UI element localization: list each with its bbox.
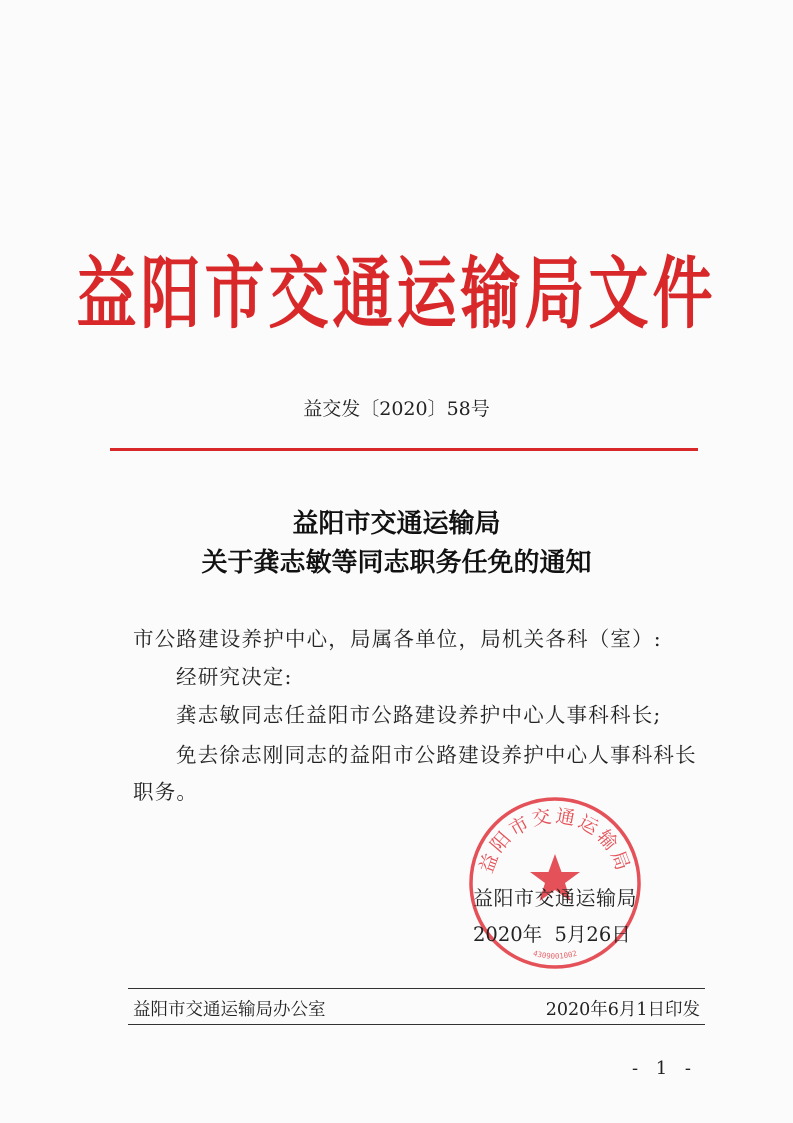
document-number: 益交发〔2020〕58号	[303, 398, 490, 420]
notice-title-line-1: 益阳市交通运输局	[292, 509, 501, 539]
seal-code: 4309001002	[532, 948, 578, 961]
footer-top-rule	[128, 988, 705, 989]
svg-text:4309001002	[532, 949, 578, 961]
body-paragraph-appointment: 龚志敏同志任益阳市公路建设养护中心人事科科长;	[176, 703, 662, 727]
header-red-divider	[110, 448, 698, 451]
signature-organization: 益阳市交通运输局	[473, 886, 637, 910]
body-paragraph-removal: 免去徐志刚同志的益阳市公路建设养护中心人事科科长	[176, 743, 697, 767]
body-paragraph-decision: 经研究决定:	[176, 665, 293, 689]
seal-text: 益阳市交通运输局	[475, 805, 635, 877]
footer-bottom-rule	[128, 1024, 705, 1025]
signature-date: 2020年 5月26日	[473, 923, 631, 946]
document-header-title: 益阳市交通运输局文件	[76, 248, 717, 340]
page-number: - 1 -	[631, 1058, 697, 1079]
issue-date: 2020年6月1日印发	[545, 1000, 700, 1020]
issuing-office: 益阳市交通运输局办公室	[133, 1000, 326, 1020]
notice-title-line-2: 关于龚志敏等同志职务任免的通知	[201, 548, 592, 578]
addressee-line: 市公路建设养护中心，局属各单位，局机关各科（室）:	[133, 627, 662, 651]
body-paragraph-removal-continued: 职务。	[133, 780, 199, 804]
